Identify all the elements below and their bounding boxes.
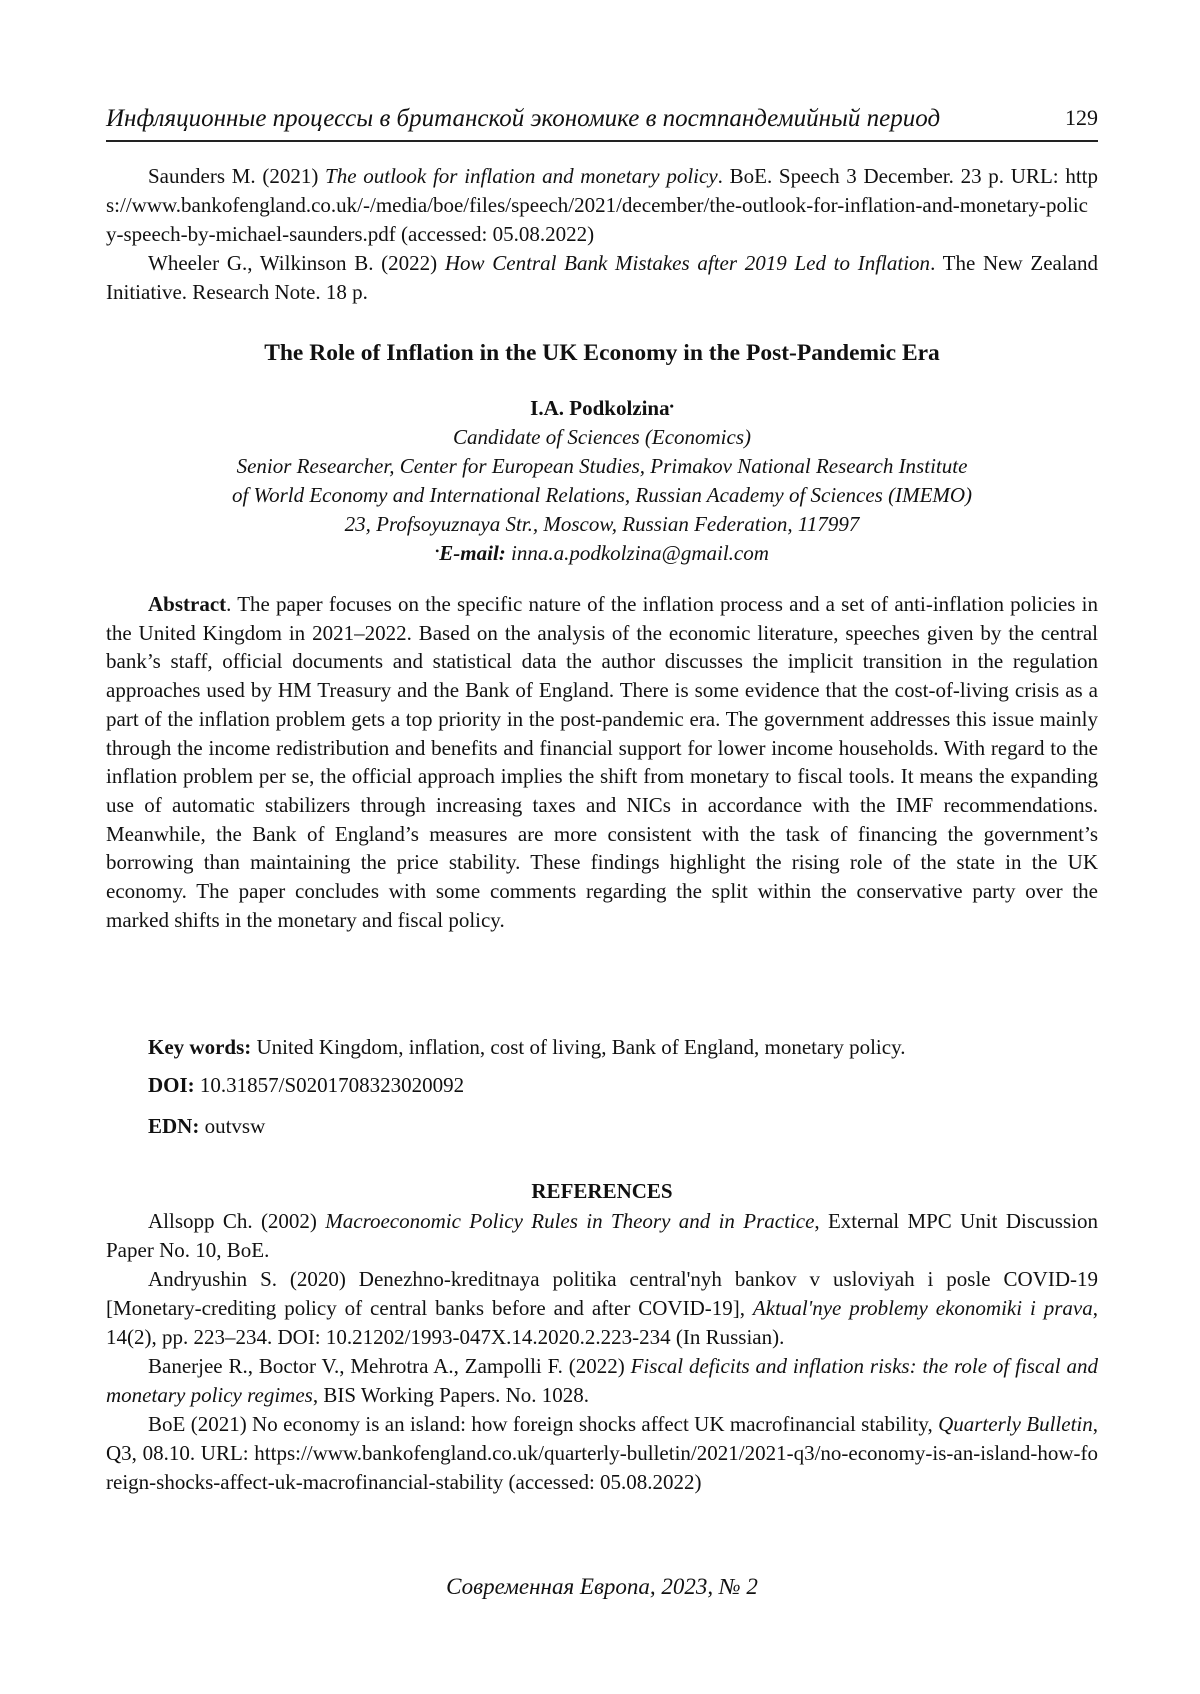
references-heading: REFERENCES (531, 1179, 673, 1203)
article-metadata (106, 1033, 1098, 1062)
author-affiliation: of World Economy and International Relations, Russian Academy of Sciences (IMEMO) (231, 483, 973, 507)
abstract: Abstract. The paper focuses on the specific nature of the inflation process and a set of anti-inflation policies in the United Kingdom in 2021–2022. Based on the analysis of the economic literature, speeches given by the central bank’s staff, official documents and statistical data the author discusses the implicit transition in the regulation approaches used by HM Treasury and the Bank of England. There is some evidence that the cost-of-living crisis as a part of the inflation problem gets a top priority in the post-pandemic era. The government addresses this issue mainly through the income redistribution and benefits and financial support for lower income households. With regard to the inflation problem per se, the official approach implies the shift from monetary to fiscal tools. It means the expanding use of automatic stabilizers through increasing taxes and NICs in accordance with the IMF recommendations. Meanwhile, the Bank of England’s measures are more consistent with the task of financing the government’s borrowing than maintaining the price stability. These findings highlight the rising role of the state in the UK economy. The paper concludes with some comments regarding the split within the conservative party over the marked shifts in the monetary and fiscal policy. (106, 592, 1098, 932)
edn-row (106, 1112, 1098, 1141)
author-address: 23, Profsoyuznaya Str., Moscow, Russian Federation, 117997 (344, 512, 860, 536)
page-number: 129 (1065, 105, 1098, 130)
doi: DOI: 10.31857/S0201708323020092 (148, 1073, 465, 1097)
author-footnote-mark: • (669, 399, 674, 413)
keywords: Key words: United Kingdom, inflation, cost of living, Bank of England, monetary policy. (148, 1035, 906, 1059)
running-header (106, 100, 1098, 142)
reference-item: Saunders M. (2021) The outlook for inflation and monetary policy. BoE. Speech 3 December. 23 p. URL: https://www.bankofengland.co.uk/-/media/boe/files/speech/2021/december/the-outlook-for-inflation-and-monetary-policy-speech-by-michael-saunders.pdf (accessed: 05.08.2022) (106, 164, 1098, 246)
doi-row (106, 1071, 1098, 1100)
reference-item: Banerjee R., Boctor V., Mehrotra A., Zampolli F. (2022) Fiscal deficits and inflation risks: the role of fiscal and monetary policy regimes, BIS Working Papers. No. 1028. (106, 1354, 1098, 1407)
article-title: The Role of Inflation in the UK Economy in the Post-Pandemic Era (264, 340, 940, 366)
reference-item: Allsopp Ch. (2002) Macroeconomic Policy Rules in Theory and in Practice, External MPC Unit Discussion Paper No. 10, BoE. (106, 1209, 1098, 1262)
reference-item: Wheeler G., Wilkinson B. (2022) How Central Bank Mistakes after 2019 Led to Inflation. The New Zealand Initiative. Research Note. 18 p. (106, 251, 1099, 304)
running-title: Инфляционные процессы в британской экономике в постпандемийный период (106, 105, 941, 132)
references-list (106, 1207, 1098, 1497)
article-header (106, 340, 1098, 367)
author-name: I.A. Podkolzina• (530, 396, 674, 420)
author-email: •E-mail: inna.a.podkolzina@gmail.com (435, 541, 769, 565)
abstract-section (106, 590, 1098, 934)
email-link: inna.a.podkolzina@gmail.com (511, 541, 769, 565)
reference-item: BoE (2021) No economy is an island: how foreign shocks affect UK macrofinancial stability, Quarterly Bulletin, Q3, 08.10. URL: https://www.bankofengland.co.uk/quarterly-bulletin/2021/2021-q3/no-economy-is-an-island-how-foreign-shocks-affect-uk-macrofinancial-stability (accessed: 05.08.2022) (106, 1412, 1098, 1494)
journal-footer: Современная Европа, 2023, № 2 (446, 1574, 758, 1599)
references-section (106, 1179, 1098, 1204)
reference-item: Andryushin S. (2020) Denezhno-kreditnaya politika central'nyh bankov v usloviyah i posle COVID-19 [Monetary-crediting policy of central banks before and after COVID-19], Aktual'nye problemy ekonomiki i prava, 14(2), pp. 223–234. DOI: 10.21202/1993-047X.14.2020.2.223-234 (In Russian). (106, 1267, 1098, 1349)
edn: EDN: outvsw (148, 1114, 266, 1138)
previous-references (106, 162, 1098, 307)
author-affiliation: Senior Researcher, Center for European Studies, Primakov National Research Institute (236, 454, 968, 478)
abstract-label: Abstract (148, 592, 227, 616)
author-block (106, 394, 1098, 568)
author-degree: Candidate of Sciences (Economics) (453, 425, 751, 449)
